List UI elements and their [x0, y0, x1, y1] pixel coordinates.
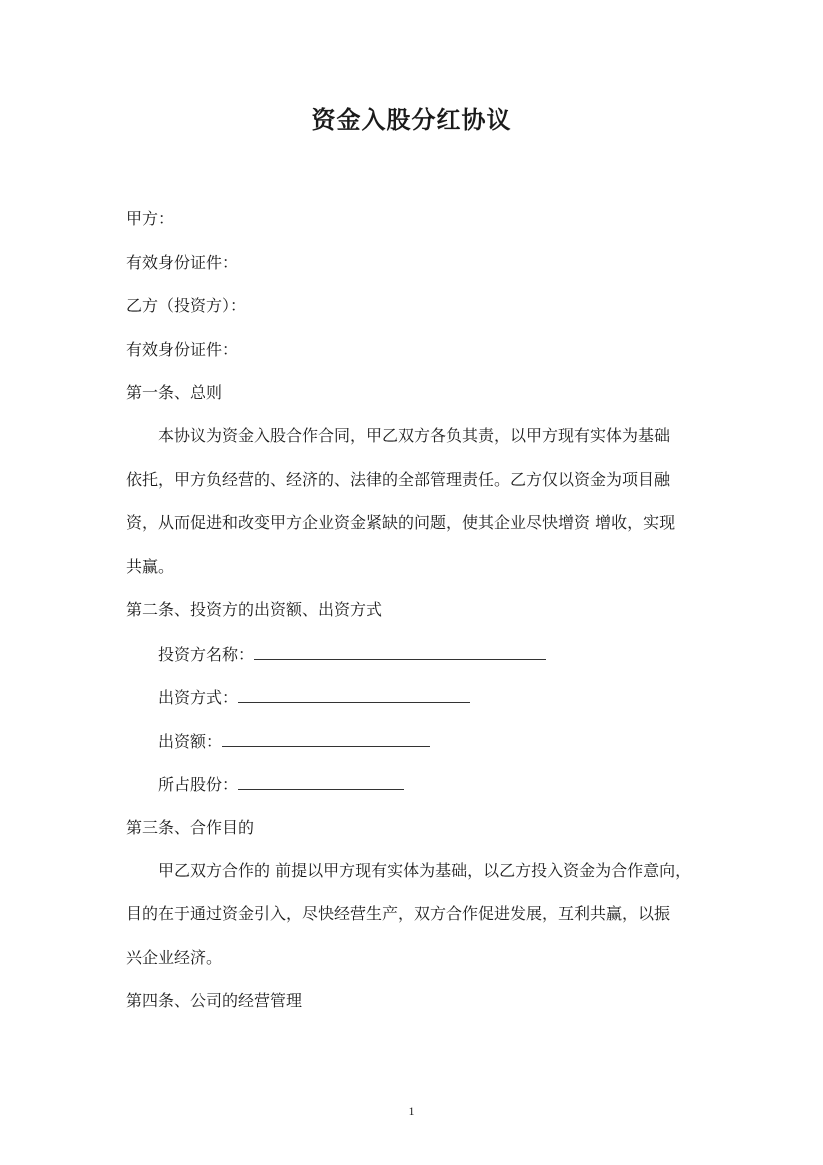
contribution-method-blank [238, 686, 470, 703]
article1-line: 本协议为资金入股合作合同，甲乙双方各负其责，以甲方现有实体为基础 [158, 426, 671, 445]
article1-line: 依托，甲方负经营的、经济的、法律的全部管理责任。乙方仅以资金为项目融 [126, 470, 671, 489]
article3-heading: 第三条、合作目的 [126, 818, 255, 837]
document-title: 资金入股分红协议 [311, 106, 512, 134]
share-label: 所占股份： [158, 775, 239, 794]
article3-line: 兴企业经济。 [126, 948, 223, 967]
party-a-line: 甲方： [126, 209, 175, 228]
contribution-method-field [158, 686, 470, 709]
id-b-line: 有效身份证件： [126, 340, 239, 359]
contribution-amount-label: 出资额： [158, 732, 223, 751]
article1-line: 资，从而促进和改变甲方企业资金紧缺的问题，使其企业尽快增资 增收，实现 [126, 513, 676, 532]
contribution-amount-field [158, 730, 430, 753]
page-number: 1 [408, 1104, 415, 1118]
contribution-amount-blank [222, 730, 430, 747]
share-field [158, 773, 404, 796]
article4-heading: 第四条、公司的经营管理 [126, 991, 303, 1010]
article1-line: 共赢。 [126, 557, 175, 576]
party-b-line: 乙方（投资方）： [126, 296, 247, 315]
article2-heading: 第二条、投资方的出资额、出资方式 [126, 600, 383, 619]
share-blank [238, 773, 404, 790]
contribution-method-label: 出资方式： [158, 688, 239, 707]
article3-line: 甲乙双方合作的 前提以甲方现有实体为基础，以乙方投入资金为合作意向， [158, 861, 692, 880]
article3-line: 目的在于通过资金引入，尽快经营生产，双方合作促进发展，互利共赢，以振 [126, 904, 671, 923]
article1-heading: 第一条、总则 [126, 383, 223, 402]
investor-name-label: 投资方名称： [158, 645, 255, 664]
id-a-line: 有效身份证件： [126, 253, 239, 272]
investor-name-blank [254, 643, 546, 660]
investor-name-field [158, 643, 546, 666]
